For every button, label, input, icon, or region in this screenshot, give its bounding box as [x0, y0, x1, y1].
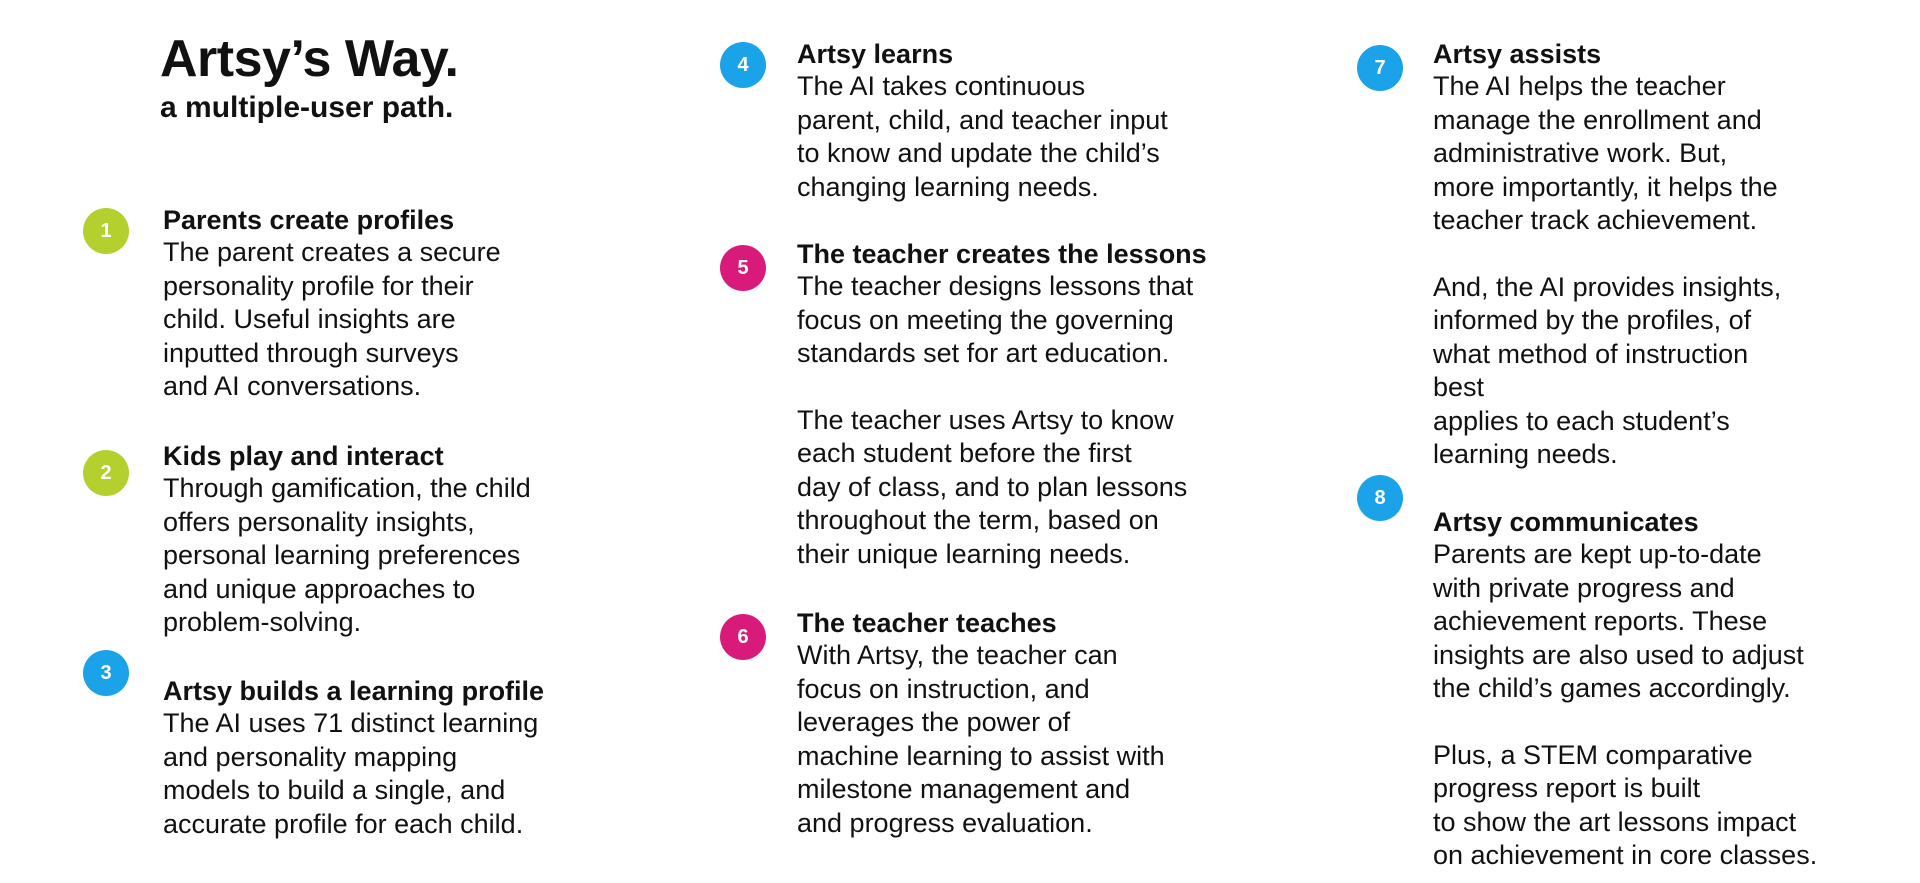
step-6-heading: The teacher teaches [797, 608, 1057, 638]
step-2 [163, 440, 663, 640]
step-5 [797, 238, 1297, 571]
title-block [160, 30, 458, 126]
step-1-text: The parent creates a secure personality profile for their child. Useful insights are inputted through surveys and AI conversations. [163, 237, 501, 401]
step-5-heading: The teacher creates the lessons [797, 239, 1207, 269]
step-6-text: With Artsy, the teacher can focus on instruction, and leverages the power of machine learning to assist with milestone management and and progress evaluation. [797, 640, 1165, 838]
step-7 [1433, 38, 1920, 472]
step-8-heading: Artsy communicates [1433, 507, 1699, 537]
step-4-badge: 4 [720, 42, 766, 88]
step-2-text: Through gamification, the child offers personality insights, personal learning preferences and unique approaches to problem-solving. [163, 473, 531, 637]
step-7-badge: 7 [1357, 45, 1403, 91]
step-4-text: The AI takes continuous parent, child, and teacher input to know and update the child’s changing learning needs. [797, 71, 1168, 202]
step-3-text: The AI uses 71 distinct learning and personality mapping models to build a single, and accurate profile for each child. [163, 708, 539, 839]
step-8-text-2: Plus, a STEM comparative progress report is built to show the art lessons impact on achievement in core classes. [1433, 739, 1818, 870]
step-3-heading: Artsy builds a learning profile [163, 676, 545, 706]
step-8 [1433, 506, 1920, 873]
step-7-text-2: And, the AI provides insights, informed by the profiles, of what method of instruction best applies to each student’s learning needs. [1433, 271, 1782, 469]
step-6 [797, 607, 1297, 840]
step-3-badge: 3 [83, 650, 129, 696]
step-4-heading: Artsy learns [797, 39, 954, 69]
page-subtitle: a multiple-user path. [160, 91, 454, 124]
step-8-badge: 8 [1357, 475, 1403, 521]
step-7-heading: Artsy assists [1433, 39, 1602, 69]
page-title: Artsy’s Way. [160, 30, 459, 88]
step-1 [163, 204, 663, 404]
step-2-badge: 2 [83, 450, 129, 496]
step-1-badge: 1 [83, 208, 129, 254]
step-2-heading: Kids play and interact [163, 441, 444, 471]
step-3 [163, 675, 663, 841]
step-7-text: The AI helps the teacher manage the enrollment and administrative work. But, more importantly, it helps the teacher track achievement. [1433, 71, 1778, 235]
step-5-badge: 5 [720, 245, 766, 291]
step-5-text-2: The teacher uses Artsy to know each student before the first day of class, and to plan lessons throughout the term, based on their unique learning needs. [797, 404, 1188, 569]
step-8-text: Parents are kept up-to-date with private progress and achievement reports. These insights are also used to adjust the child’s games accordingly. [1433, 539, 1804, 703]
step-4 [797, 38, 1297, 204]
step-5-text: The teacher designs lessons that focus on meeting the governing standards set for art education. [797, 271, 1194, 368]
step-1-heading: Parents create profiles [163, 205, 455, 235]
step-6-badge: 6 [720, 614, 766, 660]
